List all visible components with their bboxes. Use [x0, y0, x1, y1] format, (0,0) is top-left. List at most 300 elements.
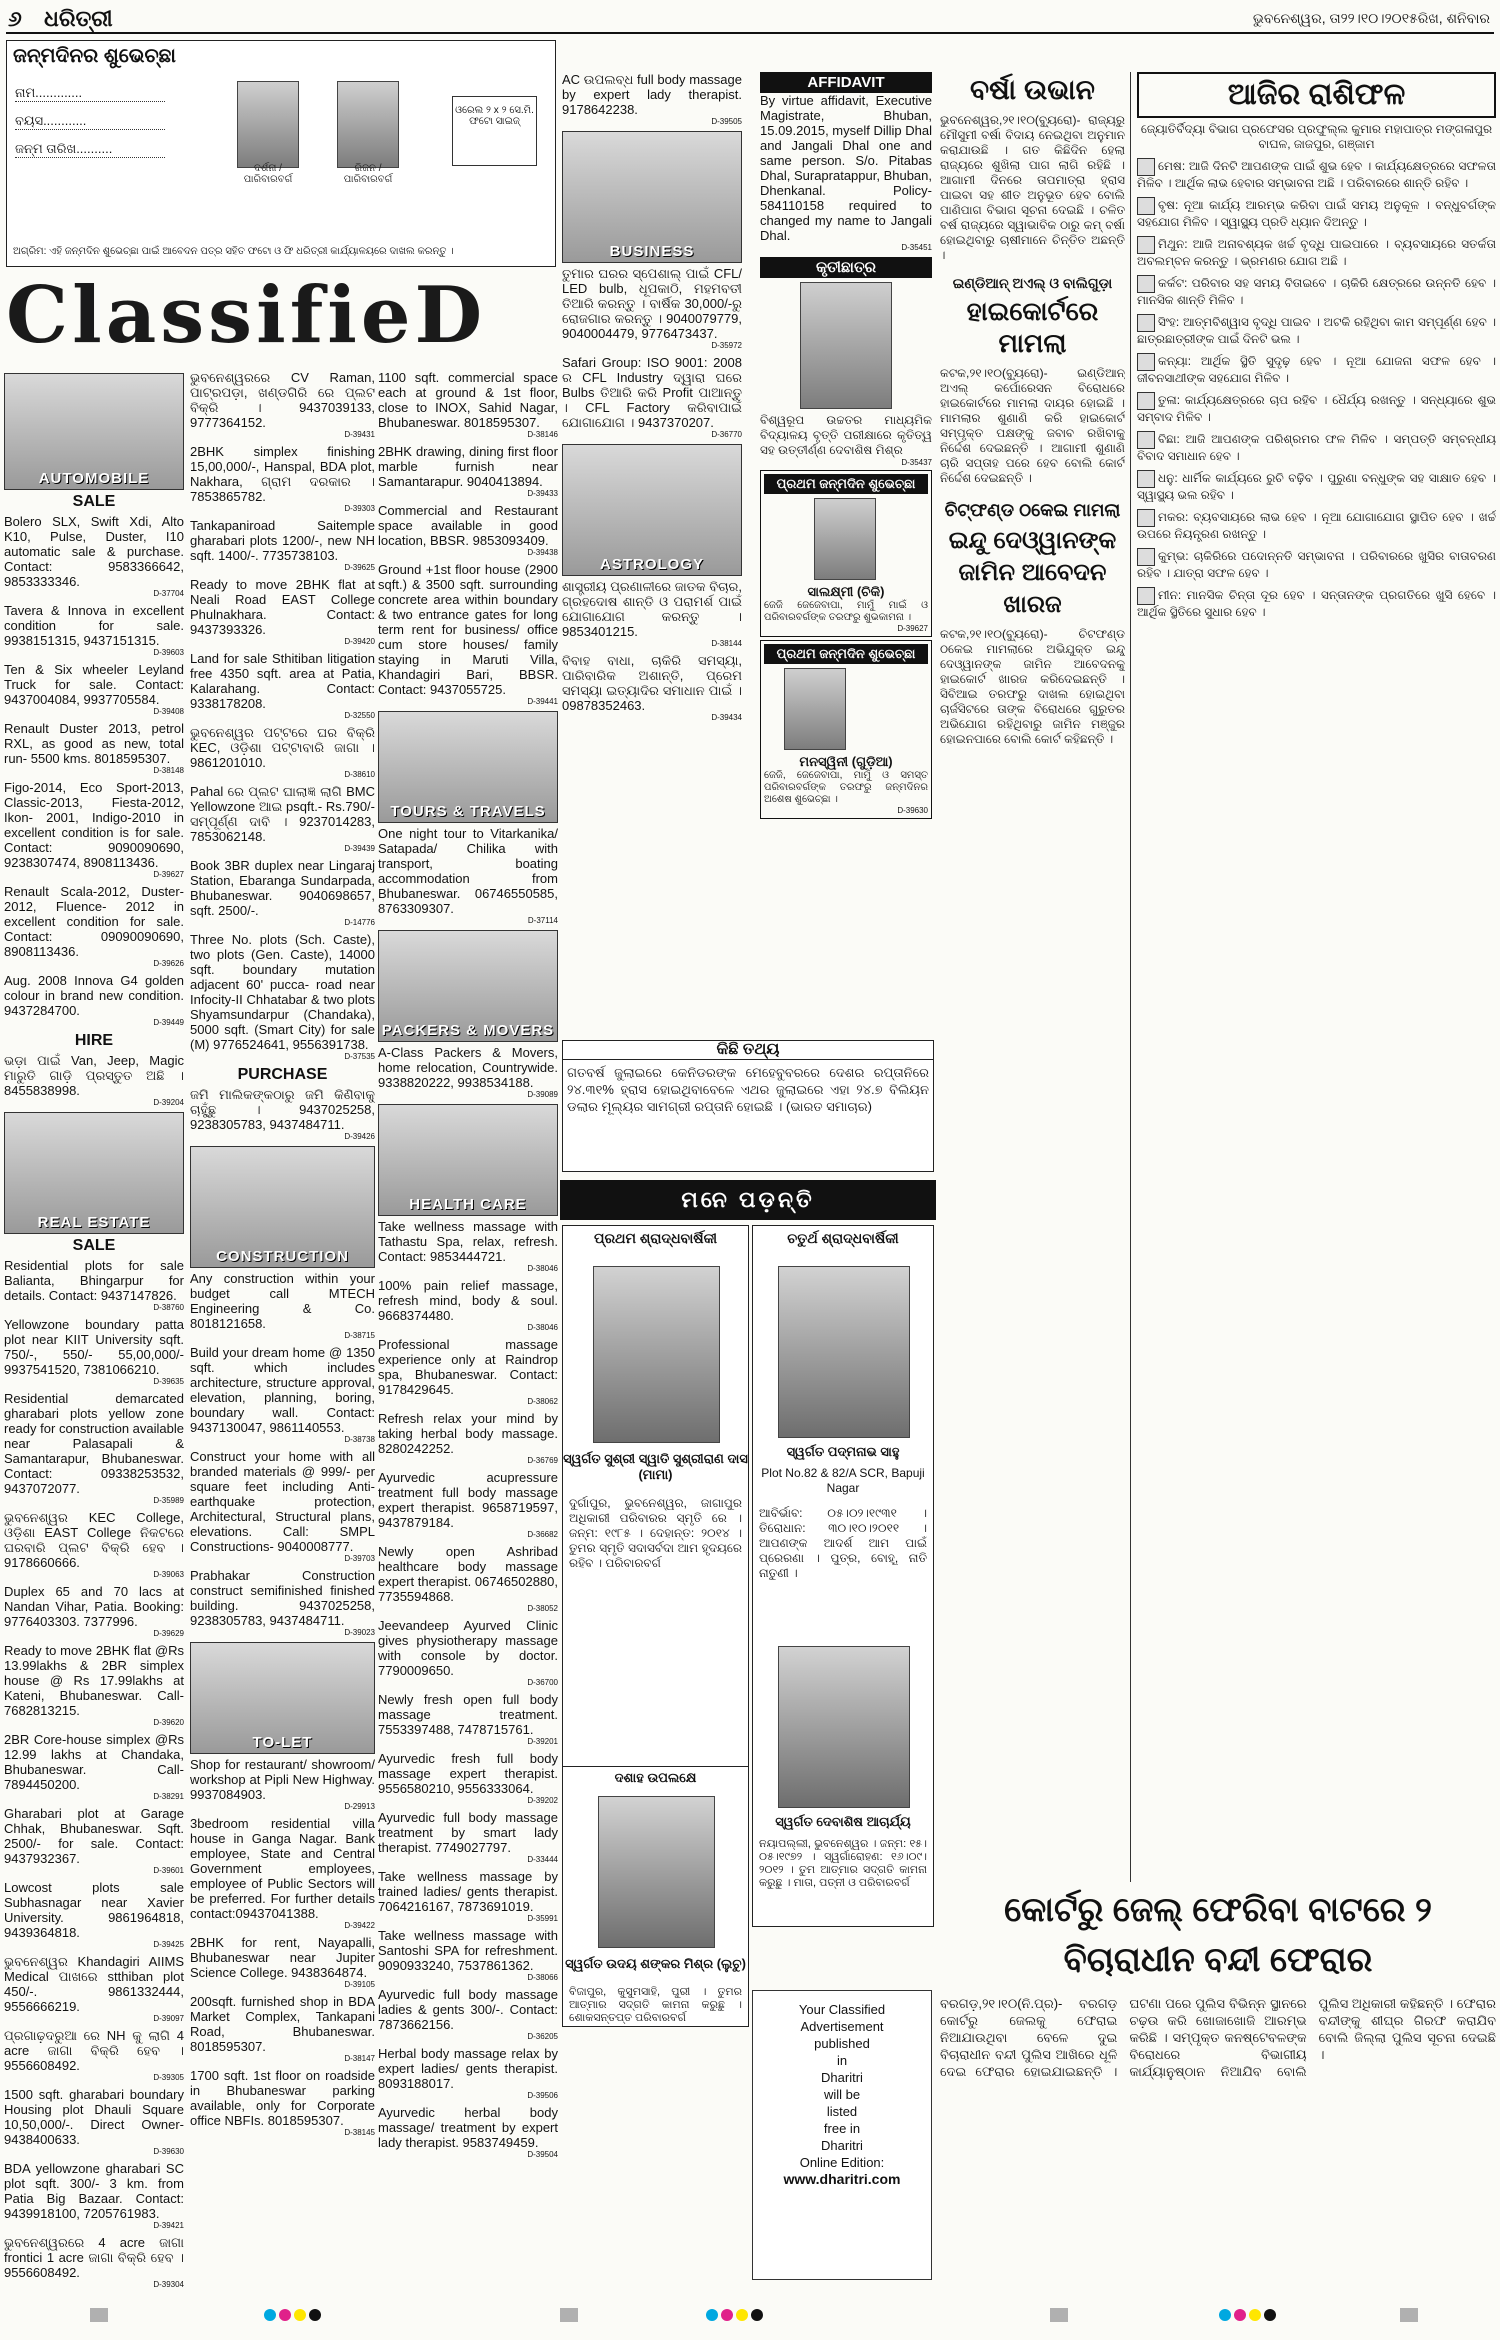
classified-ad — [4, 1806, 184, 1875]
magenta-dot — [721, 2309, 733, 2321]
ad-text: Any construction within your budget call MTECH Engineering & Co. 8018121658. — [190, 1271, 375, 1331]
magenta-dot — [279, 2309, 291, 2321]
memorial-photo — [598, 1796, 715, 1948]
ad-code: D-39421 — [153, 2221, 184, 2230]
ad-code: D-39449 — [153, 1018, 184, 1027]
classified-ad — [562, 653, 742, 722]
classified-ad — [4, 1954, 184, 2023]
ad-code: D-39630 — [153, 2147, 184, 2156]
news-story-2: କଟକ,୨୧।୧୦(ବ୍ୟୁରୋ)- ଇଣ୍ଡିଆନ୍ ଅଏଲ୍ କର୍ପୋରେସନ ବିରୋଧରେ ହାଇକୋର୍ଟରେ ମାମଲା ଦାୟର ହୋଇଛି । ମାମଲାର ଶୁଣାଣି କରି ହାଇକୋର୍ଟ ସମ୍ପୃକ୍ତ ପକ୍ଷଙ୍କୁ ଜବାବ ରଖିବାକୁ ନିର୍ଦ୍ଦେଶ ଦେଇଛନ୍ତି । ଆଗାମୀ ଶୁଣାଣି ଚାରି ସପ୍ତାହ ପରେ ହେବ ବୋଲି କୋର୍ଟ ନିର୍ଦ୍ଦେଶ ଦେଇଛନ୍ତି । — [940, 366, 1125, 485]
ad-code: D-39620 — [153, 1718, 184, 1727]
healthcare-label: HEALTH CARE — [409, 1196, 527, 1213]
ad-code: D-36770 — [711, 430, 742, 439]
classified-ad — [378, 1692, 558, 1746]
classified-ad — [378, 1470, 558, 1539]
rashifal-text: କର୍କଟ: ପରିବାର ସହ ସମୟ ବିତାଇବେ । ଚାକିରି କ୍ଷେତ୍ରରେ ଉନ୍ନତି ହେବ । ମାନସିକ ଶାନ୍ତି ମିଳିବ । — [1137, 276, 1496, 307]
tours-banner — [378, 711, 558, 823]
classified-ad — [378, 1928, 558, 1982]
automobile-banner — [4, 373, 184, 490]
ad-text: Pahal ରେ ପ୍ଲଟ ଘାଲାଜ୍ଞ ଲାଗି BMC Yellowzone ଆଇ psqft.- Rs.790/- ସମ୍ପୂର୍ଣ୍ଣ ଦାବି । 9237014283, 7853062148. — [190, 784, 375, 844]
ad-code: D-32550 — [344, 711, 375, 720]
classified-ad — [190, 725, 375, 779]
ad-text: Residential plots for sale Balianta, Bhingarpur for details. Contact: 9437147826. — [4, 1258, 184, 1303]
ad-code: D-39504 — [527, 2150, 558, 2159]
ad-text: Prabhakar Construction construct semifinished finished building. 9437025258, 9238305783, 9437484711. — [190, 1568, 375, 1628]
automobile-label: AUTOMOBILE — [38, 470, 150, 487]
ad-text: 2BR Core-house simplex @Rs 12.99 lakhs at Chandaka, Bhubaneswar. Call-7894450200. — [4, 1732, 184, 1792]
zodiac-icon — [1137, 158, 1155, 176]
zodiac-icon — [1137, 197, 1155, 215]
ad-text: ଭୁବନେଶ୍ୱର ପଟ୍ଟରେ ଘର ବିକ୍ରି KEC, ଓଡ଼ିଶା ପଟ୍ଟାବାରି ଜାଗା । 9861201010. — [190, 725, 375, 770]
ad-code: D-36205 — [527, 2032, 558, 2041]
ad-text: Book 3BR duplex near Lingaraj Station, Ebaranga Sundarpada, Bhubaneswar. 9040698657, sqft. 2500/-. — [190, 858, 375, 918]
ad-code: D-39431 — [344, 430, 375, 439]
page-number: ୬ — [8, 6, 22, 31]
rashifal-item — [1137, 470, 1496, 503]
classified-ad: One night tour to Vitarkanika/ Satapada/ Chilika with transport, boating accommodation from Bhubaneswar. 06746550585, 8763309307. D-37114 — [378, 826, 558, 925]
ad-text: Gharabari plot at Garage Chhak, Bhubaneswar. Sqft. 2500/- for sale. Contact: 9437932367. — [4, 1806, 184, 1866]
ad-code: D-38148 — [153, 766, 184, 775]
ad-text: Renault Duster 2013, petrol RXL, as good as new, total run- 5500 kms. 8018595307. — [4, 721, 184, 766]
memorial-photo — [778, 1266, 910, 1438]
ad-code: D-36700 — [527, 1678, 558, 1687]
ad-code: D-39097 — [153, 2014, 184, 2023]
ad-text: ଭୁବନେଶ୍ୱରରେ CV Raman, ପାଟ୍ରପଡ଼ା, ଖଣ୍ଡଗିରି ରେ ପ୍ଲଟ ବିକ୍ରି । 9437039133, 9777364152. — [190, 370, 375, 430]
black-dot — [1264, 2309, 1276, 2321]
print-registration-marks — [0, 2300, 1500, 2335]
ad-code: D-39627 — [897, 624, 928, 633]
ad-text: Tankapaniroad Saitemple gharabari plots 1200/-, new NH sqft. 1400/-. 7735738103. — [190, 518, 375, 563]
ad-code: D-39629 — [153, 1629, 184, 1638]
news-headline-2: ହାଇକୋର୍ଟରେ ମାମଲା — [966, 296, 1099, 358]
classified-title: ClassifieD — [6, 270, 487, 361]
web-line: published — [814, 2036, 870, 2051]
classified-ad — [190, 1568, 375, 1637]
zodiac-icon — [1137, 353, 1155, 371]
realestate-banner — [4, 1112, 184, 1234]
classified-ad — [190, 577, 375, 646]
ad-text: 2BHK for rent, Nayapalli, Bhubaneswar near Jupiter Science College. 9438364874. — [190, 1935, 375, 1980]
ad-code: D-39023 — [344, 1628, 375, 1637]
ad-text: ଭୁବନେଶ୍ୱରରେ 4 acre ଜାଗା frontici 1 acre ଜାଗା ବିକ୍ରି ହେବ । 9556608492. — [4, 2235, 184, 2280]
ad-code: D-39201 — [527, 1737, 558, 1746]
ad-code: D-38291 — [153, 1792, 184, 1801]
ad-code: D-39627 — [153, 870, 184, 879]
classified-ad — [4, 1584, 184, 1638]
classified-ad — [378, 1869, 558, 1923]
baby-name: ମନସ୍ୱିନୀ (ଗୁଡ଼ିଆ) — [799, 754, 893, 769]
ad-text: ତୁମାର ଘରର ସ୍ପେଶାଲ୍ ପାଇଁ CFL/ LED bulb, ଧୂପକାଠି, ମହମବତୀ ତିଆରି କରନ୍ତୁ । ବାର୍ଷିକ 30,000/-ରୁ ରୋଜଗାର କରନ୍ତୁ । 9040079779, 9040004479, 9776473437. — [562, 266, 742, 341]
rashifal-item — [1137, 197, 1496, 230]
ad-code: D-39408 — [153, 707, 184, 716]
classified-ad — [190, 1449, 375, 1563]
ad-text: Ready to move 2BHK flat @Rs 13.99lakhs & 2BR simplex house @ Rs 17.99lakhs at Kateni, Bhubaneswar. Call- 7682813215. — [4, 1643, 184, 1718]
column-realestate-construction — [190, 370, 375, 2290]
healthcare-ads — [378, 1219, 558, 2159]
astrology-ads — [562, 579, 742, 722]
tolet-banner — [190, 1642, 375, 1754]
zodiac-icon — [1137, 236, 1155, 254]
classified-ad — [378, 1810, 558, 1864]
classified-ad — [378, 1987, 558, 2041]
ad-code: D-36682 — [527, 1530, 558, 1539]
ad-text: ଶାସ୍ତ୍ରୀୟ ପ୍ରଣାଳୀରେ ଜାତକ ବିଚାର, ଗ୍ରହଦୋଷ ଶାନ୍ତି ଓ ପରାମର୍ଶ ପାଇଁ ଯୋଗାଯୋଗ କରନ୍ତୁ । 9853401215. — [562, 579, 742, 639]
ad-code: D-37535 — [344, 1052, 375, 1061]
classified-ad — [378, 2046, 558, 2100]
classified-ad — [4, 884, 184, 968]
classified-ad — [190, 1345, 375, 1444]
memorial-heading: ଚତୁର୍ଥ ଶ୍ରାଦ୍ଧବାର୍ଷିକୀ — [787, 1230, 899, 1246]
classified-ad — [562, 355, 742, 439]
ad-code: D-39635 — [153, 1377, 184, 1386]
ad-text: ଭୁବନେଶ୍ୱର Khandagiri AIIMS Medical ପାଖରେ stthiban plot 450/-. 9861332444, 9556666219. — [4, 1954, 184, 2014]
memorial-1 — [562, 1225, 749, 2027]
ad-text: 2BHK simplex finishing 15,00,000/-, Hanspal, BDA plot, Nakhara, ଗ୍ରାମ ଦରକାର । 7853865782. — [190, 444, 375, 504]
classified-ad — [4, 514, 184, 598]
ad-code: D-38066 — [527, 1973, 558, 1982]
ad-text: Take wellness massage with Tathastu Spa, relax, refresh. Contact: 9853444721. — [378, 1219, 558, 1264]
news-story-4: ବରଗଡ଼,୨୧।୧୦(ନି.ପ୍ର)- ବରଗଡ଼ କୋର୍ଟରୁ ଜେଲକୁ ଫେରାଇ ନିଆଯାଉଥିବା ବେଳେ ଦୁଇ ବିଚାରାଧୀନ ବନ୍ଦୀ ପୁଲିସ ଆଖିରେ ଧୂଳି ଦେଇ ଫେରାର ହୋଇଯାଇଛନ୍ତି । ଘଟଣା ପରେ ପୁଲିସ ବିଭିନ୍ନ ସ୍ଥାନରେ ଚଢ଼ଉ କରି ଖୋଜାଖୋଜି ଆରମ୍ଭ କରିଛି । ସମ୍ପୃକ୍ତ କନଷ୍ଟେବଳଙ୍କ ବିରୋଧରେ ବିଭାଗୀୟ କାର୍ଯ୍ୟାନୁଷ୍ଠାନ ନିଆଯିବ ବୋଲି ପୁଲିସ ଅଧିକାରୀ କହିଛନ୍ତି । ଫେରାର ବନ୍ଦୀଙ୍କୁ ଶୀଘ୍ର ଗିରଫ କରାଯିବ ବୋଲି ଜିଲ୍ଲା ପୁଲିସ ସୂଚନା ଦେଇଛି । — [940, 1996, 1496, 2079]
ad-code: D-38147 — [344, 2054, 375, 2063]
column-commercial-health — [378, 370, 558, 2290]
memorial-name: ସ୍ୱର୍ଗତ ଉଦୟ ଶଙ୍କର ମିଶ୍ର (ଲୁଚୁ) — [565, 1956, 746, 1971]
ad-code: D-33444 — [527, 1855, 558, 1864]
classified-ad — [4, 662, 184, 716]
ad-text: Newly open Ashribad healthcare body massage expert therapist. 06746502880, 7735594868. — [378, 1544, 558, 1604]
classified-ad — [378, 1411, 558, 1465]
ad-text: Ayurvedic full body massage treatment by smart lady therapist. 7749027797. — [378, 1810, 558, 1855]
photo-caption: ଦର୍ଶନା / ପାରିବାରବର୍ଗ — [243, 163, 293, 185]
ad-text: 100% pain relief massage, refresh mind, body & soul. 9668374480. — [378, 1278, 558, 1323]
packers-banner — [378, 930, 558, 1042]
classified-ad — [190, 932, 375, 1061]
classified-ad: AC ଉପଲବ୍ଧ full body massage by expert lady therapist. 9178642238. D-39505 — [562, 72, 742, 126]
classified-ad — [378, 503, 558, 557]
tolet-label: TO-LET — [252, 1734, 313, 1751]
classified-ad — [4, 2087, 184, 2156]
gray-swatch — [90, 2308, 108, 2322]
classified-ad — [4, 2235, 184, 2289]
ad-text: BDA yellowzone gharabari SC plot sqft. 300/- 3 km. from Patia Big Bazaar. Contact: 9439918100, 7205761983. — [4, 2161, 184, 2221]
ad-text: ପ୍ରଗାଢ଼ଦରୁଆ ରେ NH କୁ ଲାଗି 4 acre ଜାଗା ବିକ୍ରି ହେବ । 9556608492. — [4, 2028, 184, 2073]
rashifal-text: ମୀନ: ମାନସିକ ଚିନ୍ତା ଦୂର ହେବ । ସନ୍ତାନଙ୍କ ପ୍ରଗତିରେ ଖୁସି ହେବେ । ଆର୍ଥିକ ସ୍ଥିତିରେ ସୁଧାର ହେବ । — [1137, 588, 1496, 619]
birthday-ad-heading: ପ୍ରଥମ ଜନ୍ମଦିନ ଶୁଭେଚ୍ଛା — [764, 644, 928, 664]
form-field-dob: ଜନ୍ମ ତାରିଖ.......... — [15, 141, 165, 158]
classified-ad — [4, 2028, 184, 2082]
ad-text: 1100 sqft. commercial space each at ground & 1st floor, close to INOX, Sahid Nagar, Bhubaneswar. 8018595307. — [378, 370, 558, 430]
classified-ad — [378, 1751, 558, 1805]
section-sale-2: SALE — [72, 1237, 116, 1254]
ad-code: D-29913 — [344, 1802, 375, 1811]
rashifal-item — [1137, 353, 1496, 386]
ad-code: D-38144 — [711, 639, 742, 648]
ad-text: Ground +1st floor house (2900 sqft.) & 3500 sqft. surrounding concrete area within boundary & two entrance gates for long term rent for business/ office cum store houses/ family staying in Maruti Villa, Khandagiri Bari, BBSR. Contact: 9437055725. — [378, 562, 558, 697]
birthday-note: ଅଗ୍ରିମ: ଏହି ଜନ୍ମଦିନ ଶୁଭେଚ୍ଛା ପାଇଁ ଆବେଦନ ପତ୍ର ସହିତ ଫଟୋ ଓ ଫି ଧରିତ୍ରୀ କାର୍ଯ୍ୟାଳୟରେ ଦାଖଲ କରନ୍ତୁ । — [13, 246, 454, 257]
web-line: Advertisement — [800, 2019, 884, 2034]
classified-ad — [190, 1271, 375, 1340]
web-line: Online Edition: — [799, 2155, 885, 2170]
classified-ad — [190, 858, 375, 927]
ad-text: Aug. 2008 Innova G4 golden colour in brand new condition. 9437284700. — [4, 973, 184, 1018]
ad-text: 200sqft. furnished shop in BDA Market Complex, Tankapani Road, Bhubaneswar. 8018595307. — [190, 1994, 375, 2054]
kriti-text: ବିଶ୍ୱରୂପ ଉଚ୍ଚତର ମାଧ୍ୟମିକ ବିଦ୍ୟାଳୟ ବୃତ୍ତି ପରୀକ୍ଷାରେ କୃତିତ୍ୱ ସହ ଉତ୍ତୀର୍ଣ୍ଣ ଦେବାଶିଷ ମିଶ୍ର D-35437 — [760, 413, 932, 467]
web-line: listed — [826, 2104, 858, 2119]
zodiac-icon — [1137, 431, 1155, 449]
ad-code: D-38145 — [344, 2128, 375, 2137]
ad-text: Duplex 65 and 70 lacs at Nandan Vihar, Patia. Booking: 9776403303. 7377996. — [4, 1584, 184, 1629]
memorial-heading: ପ୍ରଥମ ଶ୍ରାଦ୍ଧବାର୍ଷିକୀ — [593, 1230, 718, 1246]
rashifal-text: ମକର: ବ୍ୟବସାୟରେ ଲାଭ ହେବ । ନୂଆ ଯୋଗାଯୋଗ ସ୍ଥାପିତ ହେବ । ଖର୍ଚ୍ଚ ଉପରେ ନିୟନ୍ତ୍ରଣ ରଖନ୍ତୁ । — [1137, 510, 1496, 541]
birthday-greeting-form — [6, 40, 556, 267]
ad-text: Commercial and Restaurant space available in good location, BBSR. 9853093409. — [378, 503, 558, 548]
memorial-text: ନୟାପଲ୍ଲୀ, ଭୁବନେଶ୍ୱର । ଜନ୍ମ: ୧୫।୦୫।୧୯୭୨ । ସ୍ୱର୍ଗାରୋହଣ: ୧୬।୦୯।୨୦୧୨ । ତୁମ ଆତ୍ମାର ସଦ୍ଗତି କାମନା କରୁଛୁ । ମାତା, ପତ୍ନୀ ଓ ପରିବାରବର୍ଗ — [759, 1838, 927, 1889]
rashifal-item — [1137, 275, 1496, 308]
rashifal-item — [1137, 236, 1496, 269]
gray-swatch — [1050, 2308, 1068, 2322]
rashifal-list — [1137, 158, 1496, 620]
ad-code: D-38046 — [527, 1323, 558, 1332]
classified-ad — [4, 1880, 184, 1949]
baby-photo — [784, 668, 846, 750]
classified-ad — [4, 603, 184, 657]
zodiac-icon — [1137, 470, 1155, 488]
website-url[interactable]: www.dharitri.com — [783, 2171, 901, 2187]
zodiac-icon — [1137, 509, 1155, 527]
affidavit-heading: AFFIDAVIT — [760, 72, 932, 93]
classified-ad — [4, 721, 184, 775]
birthday-ad-1 — [760, 470, 932, 637]
ad-code: D-39305 — [153, 2073, 184, 2082]
magenta-dot — [1234, 2309, 1246, 2321]
classified-ad — [4, 1732, 184, 1801]
classified-ad — [190, 518, 375, 572]
memorial-text: ଦୁର୍ଗାପୁର, ଭୁବନେଶ୍ୱର, ଜାଗାପୁର ଅଧିକାରୀ ପରିବାରର ସ୍ମୃତି ରେ । ଜନ୍ମ: ୧୯୮୫ । ଦେହାନ୍ତ: ୨୦୧୪ । ତୁମର ସ୍ମୃତି ସଦାସର୍ବଦା ଆମ ହୃଦୟରେ ରହିବ । ପରିବାରବର୍ଗ — [569, 1496, 742, 1570]
ad-text: ଭୁବନେଶ୍ୱର KEC College, ଓଡ଼ିଶା EAST College ନିକଟରେ ଘରବାରି ପ୍ଲଟ ବିକ୍ରି ହେବ । 9178660666. — [4, 1510, 184, 1570]
classified-ad — [190, 444, 375, 513]
web-line: Your Classified — [798, 2002, 886, 2017]
ad-code: D-38062 — [527, 1397, 558, 1406]
rashifal-text: ମିଥୁନ: ଆଜି ଅନାବଶ୍ୟକ ଖର୍ଚ୍ଚ ବୃଦ୍ଧି ପାଇପାରେ । ବ୍ୟବସାୟରେ ସତର୍କତା ଅବଲମ୍ବନ କରନ୍ତୁ । ଭ୍ରମଣର ଯୋଗ ଅଛି । — [1137, 237, 1496, 268]
cyan-dot — [706, 2309, 718, 2321]
zodiac-icon — [1137, 587, 1155, 605]
construction-banner — [190, 1146, 375, 1268]
classified-ad — [378, 1278, 558, 1332]
ad-text: ବିବାହ ବାଧା, ଚାକିରି ସମସ୍ୟା, ପାରିବାରିକ ଅଶାନ୍ତି, ପ୍ରେମ ସମସ୍ୟା ଇତ୍ୟାଦିର ସମାଧାନ ପାଇଁ । 09878352463. — [562, 653, 742, 713]
ad-code: D-38738 — [344, 1435, 375, 1444]
automobile-ads — [4, 514, 184, 1027]
form-field-name: ନାମ............. — [15, 85, 165, 102]
black-dot — [751, 2309, 763, 2321]
news-kicker-2: ଇଣ୍ଡିଆନ୍ ଅଏଲ୍ ଓ ବାଲିଗୁଡ଼ା — [952, 275, 1113, 291]
news-headline-3: ଇନ୍ଦୁ ଦେଓ୍ୱାନଙ୍କ ଜାମିନ ଆବେଦନ ଖାରଜ — [948, 527, 1117, 618]
yellow-dot — [1249, 2309, 1261, 2321]
photo-caption: ରିଜନ / ପାରିବାରବର୍ଗ — [343, 163, 393, 185]
ad-code: D-35989 — [153, 1496, 184, 1505]
web-line: will be — [823, 2087, 861, 2102]
ad-code: D-36769 — [527, 1456, 558, 1465]
construction-label: CONSTRUCTION — [216, 1248, 349, 1265]
ad-text: Take wellness massage with Santoshi SPA for refreshment. 9090933240, 7537861362. — [378, 1928, 558, 1973]
classified-ad — [4, 2161, 184, 2230]
ad-text: Shop for restaurant/ showroom/ workshop at Pipli New Highway. 9937084903. — [190, 1757, 375, 1802]
ad-text: Three No. plots (Sch. Caste), two plots (Gen. Caste), 14000 sqft. boundary mutation adjacent 60' pucca- road near Infocity-II Chhatabar & two plots Shyamsundarpur (Chandaka), 5000 sqft. (Smart City) for sale (M) 9776524641, 9556391738. — [190, 932, 375, 1052]
rashifal-text: ସିଂହ: ଆତ୍ମବିଶ୍ୱାସ ବୃଦ୍ଧି ପାଇବ । ଅଟକି ରହିଥିବା କାମ ସମ୍ପୂର୍ଣ୍ଣ ହେବ । ଛାତ୍ରଛାତ୍ରୀଙ୍କ ପାଇଁ ଦିନଟି ଭଲ । — [1137, 315, 1496, 346]
news-headline-4: କୋର୍ଟରୁ ଜେଲ୍ ଫେରିବା ବାଟରେ ୨ ବିଚାରାଧୀନ ବନ୍ଦୀ ଫେରାର — [1004, 1891, 1432, 1979]
classified-ad — [4, 1643, 184, 1727]
ad-text: Lowcost plots sale Subhasnagar near Xavier University. 9861964818, 9439364818. — [4, 1880, 184, 1940]
classified-ad — [4, 1317, 184, 1386]
classified-ad — [4, 1258, 184, 1312]
memorial-name: ସ୍ୱର୍ଗତ ପଦ୍ମନାଭ ସାହୁ — [786, 1444, 900, 1459]
zodiac-icon — [1137, 392, 1155, 410]
kichhi-tathya-text: ଗତବର୍ଷ ଜୁଲାଇରେ କେନିଡରଙ୍କ ମେହେବୁବରରେ ଦେଶର ରପ୍ତାନିରେ ୨୪.୩୧% ହ୍ରାସ ହୋଇଥିବାବେଳେ ଏଥର ଜୁଲାଇରେ ଏହା ୨୪.୭ ବିଲିୟନ ଡଲାର ମୂଲ୍ୟର ସାମଗ୍ରୀ ରପ୍ତାନି ହୋଇଛି । (ଭାରତ ସମାଚାର) — [567, 1065, 929, 1114]
memorial-text: ଆବିର୍ଭାବ: ୦୫।୦୨।୧୯୩୧ । ତିରୋଧାନ: ୩୦।୧୦।୨୦୧୧ । ଆପଣଙ୍କ ଆଦର୍ଶ ଆମ ପାଇଁ ପ୍ରେରଣା । ପୁତ୍ର, ବୋହୂ, ନାତି ନାତୁଣୀ । — [759, 1506, 927, 1580]
ad-text: Ready to move 2BHK flat at Neali Road EAST College Phulnakhara. Contact: 9437393326. — [190, 577, 375, 637]
rashifal-item — [1137, 392, 1496, 425]
section-sale: SALE — [72, 493, 116, 510]
ad-code: D-35972 — [711, 341, 742, 350]
memorial-name: ସ୍ୱର୍ଗତ ସୁଶ୍ରୀ ସ୍ୱାତି ସୁଶ୍ରୀରାଣ ଦାସ (ମାମା) — [563, 1451, 748, 1482]
news-kicker-3: ଚିଟ୍‌ଫଣ୍ଡ ଠକେଇ ମାମଲା — [944, 500, 1121, 520]
photo-boy — [337, 81, 399, 185]
gray-swatch — [1400, 2308, 1418, 2322]
zodiac-icon — [1137, 275, 1155, 293]
classified-ad — [562, 266, 742, 350]
ad-code: D-38052 — [527, 1604, 558, 1613]
realestate-ads-2 — [190, 370, 375, 1061]
ad-code: D-39304 — [153, 2280, 184, 2289]
ad-code: D-39422 — [344, 1921, 375, 1930]
rashifal-item — [1137, 548, 1496, 581]
section-purchase: PURCHASE — [237, 1066, 328, 1083]
baby-photo — [814, 498, 876, 580]
commercial-ads — [378, 370, 558, 706]
ad-text: Herbal body massage relax by expert ladies/ gents therapist. 8093188017. — [378, 2046, 558, 2091]
astrology-banner — [562, 444, 742, 576]
affidavit-text: By virtue affidavit, Executive Magistrate, Bhuban, 15.09.2015, myself Dillip Dhal and Jangali Dhal one and same person. S/o. Pitabas Dhal, Surapratappur, Bhuban, Dhenkanal. Policy-584110158 required to changed my name to Jangali Dhal. D-35451 — [760, 93, 932, 252]
birthday-ad-heading: ପ୍ରଥମ ଜନ୍ମଦିନ ଶୁଭେଚ୍ଛା — [764, 474, 928, 494]
registration-bar — [0, 2300, 1500, 2335]
gray-swatch — [560, 2308, 578, 2322]
classified-ad: A-Class Packers & Movers, home relocation, Countrywide. 9338820222, 9938534188. D-39089 — [378, 1045, 558, 1099]
memorial-2 — [752, 1225, 934, 1927]
ad-code: D-14776 — [344, 918, 375, 927]
ad-text: Land for sale Sthitiban litigation free 4350 sqft. area at Patia, Kalarahang. Contact: 9338178208. — [190, 651, 375, 711]
realestate-label: REAL ESTATE — [37, 1214, 151, 1231]
classified-ad — [378, 1618, 558, 1687]
birthday-title: ଜନ୍ମଦିନର ଶୁଭେଚ୍ଛା — [13, 45, 176, 67]
memorial-name: ସ୍ୱର୍ଗତ ଦେବାଶିଷ ଆଚାର୍ଯ୍ୟ — [775, 1814, 911, 1829]
ad-code: D-38146 — [527, 430, 558, 439]
realestate-ads — [4, 1258, 184, 2289]
ad-code: D-37704 — [153, 589, 184, 598]
rashifal-item — [1137, 314, 1496, 347]
rashifal-item — [1137, 587, 1496, 620]
classified-ad — [190, 784, 375, 853]
construction-ads — [190, 1271, 375, 1637]
birthday-ad-2 — [760, 640, 932, 819]
ad-text: Figo-2014, Eco Sport-2013, Classic-2013, Fiesta-2012, Ikon- 2001, Indigo-2010 in excellent condition is for sale. Contact: 9090090690, 9238307474, 8908113436. — [4, 780, 184, 870]
memorial-address: Plot No.82 & 82/A SCR, Bapuji Nagar — [761, 1466, 925, 1495]
ad-text: Ayurvedic fresh full body massage expert therapist. 9556580210, 9556333064. — [378, 1751, 558, 1796]
ad-text: Refresh relax your mind by taking herbal body massage. 8280242252. — [378, 1411, 558, 1456]
rashifal-text: ମେଷ: ଆଜି ଦିନଟି ଆପଣଙ୍କ ପାଇଁ ଶୁଭ ହେବ । କାର୍ଯ୍ୟକ୍ଷେତ୍ରରେ ସଫଳତା ମିଳିବ । ଆର୍ଥିକ ଲାଭ ହେବାର ସମ୍ଭାବନା ଅଛି । ପରିବାରରେ ଶାନ୍ତି ରହିବ । — [1137, 159, 1496, 190]
mane-padanti-band: ମନେ ପଡ଼ନ୍ତି — [560, 1180, 936, 1220]
business-banner — [562, 131, 742, 263]
column-rashifal — [1130, 72, 1496, 1882]
ad-text: 1500 sqft. gharabari boundary Housing plot Dhauli Square 10,50,000/-. Direct Owner- 9438400633. — [4, 2087, 184, 2147]
yellow-dot — [736, 2309, 748, 2321]
ad-text: Build your dream home @ 1350 sqft. which includes architecture, structure approval, elevation, planning, boring, boundary wall. Contact: 9437130047, 9861140553. — [190, 1345, 375, 1435]
web-line: Dharitri — [821, 2138, 863, 2153]
ad-text: 1700 sqft. 1st floor on roadside in Bhubaneswar parking available, only for Corporate office NBFIs. 8018595307. — [190, 2068, 375, 2128]
dashaha-heading: ଦଶାହ ଉପଲକ୍ଷେ — [563, 1766, 748, 1786]
news-headline-1: ବର୍ଷା ଉଭାନ — [970, 74, 1095, 105]
classified-ad — [190, 2068, 375, 2137]
ad-code: D-39439 — [344, 844, 375, 853]
classified-ad — [190, 1816, 375, 1930]
ad-code: D-39626 — [153, 959, 184, 968]
column-business-astrology — [562, 72, 742, 1082]
issue-date: ଭୁବନେଶ୍ୱର, ତା୨୨।୧୦।୨୦୧୫ରିଖ, ଶନିବାର — [1252, 10, 1490, 26]
section-hire: HIRE — [74, 1032, 114, 1049]
web-line: in — [836, 2053, 848, 2068]
classified-ad — [378, 1219, 558, 1273]
ad-text: Newly fresh open full body massage treatment. 7553397488, 7478715761. — [378, 1692, 558, 1737]
rashifal-text: କନ୍ୟା: ଆର୍ଥିକ ସ୍ଥିତି ସୁଦୃଢ଼ ହେବ । ନୂଆ ଯୋଜନା ସଫଳ ହେବ । ଜୀବନସାଥୀଙ୍କ ସହଯୋଗ ମିଳିବ । — [1137, 354, 1496, 385]
ad-text: 3bedroom residential villa house in Ganga Nagar. Bank employee, State and Central Government employees, employee of Public Sectors will be preferred. For further details contact:09437041388. — [190, 1816, 375, 1921]
form-field-age: ବୟସ............ — [15, 113, 165, 130]
classified-ad: ଭଡ଼ା ପାଇଁ Van, Jeep, Magic ମାରୁତି ଗାଡ଼ି ପ୍ରସ୍ତୁତ ଅଛି । 8455838998. D-39204 — [4, 1053, 184, 1107]
ad-text: Bolero SLX, Swift Xdi, Alto K10, Pulse, Duster, I10 automatic sale & purchase. Contact: 9583366642, 9853333346. — [4, 514, 184, 589]
ad-code: D-39630 — [897, 806, 928, 815]
student-photo — [800, 282, 892, 409]
birthday-ad-text: ଜେଜି, ଜେଜେବାପା, ମାମୁଁ ଓ ସମସ୍ତ ପରିବାରବର୍ଗଙ୍କ ତରଫରୁ ଜନ୍ମଦିନର ଅଶେଷ ଶୁଭେଚ୍ଛା । — [764, 770, 928, 805]
column-news — [940, 72, 1125, 1862]
ad-code: D-39425 — [153, 1940, 184, 1949]
ad-text: Construct your home with all branded materials @ 999/- per square feet including Anti-earthquake protection, Architectural, Structural plans, elevations. Call: SMPL Constructions- 9040008777. — [190, 1449, 375, 1554]
memorial-photo — [593, 1266, 720, 1443]
classified-ad — [378, 1337, 558, 1406]
kritiraj-heading: କୃତୀଛାତ୍ର — [760, 257, 932, 278]
ad-code: D-38610 — [344, 770, 375, 779]
healthcare-banner — [378, 1104, 558, 1216]
ad-code: D-39601 — [153, 1866, 184, 1875]
rashifal-text: ତୁଳା: କାର୍ଯ୍ୟକ୍ଷେତ୍ରରେ ଚାପ ରହିବ । ଧୈର୍ଯ୍ୟ ରଖନ୍ତୁ । ସନ୍ଧ୍ୟାରେ ଶୁଭ ସମ୍ବାଦ ମିଳିବ । — [1137, 393, 1496, 424]
rashifal-heading: ଆଜିର ରାଶିଫଳ — [1137, 72, 1496, 118]
photo-girl — [237, 81, 299, 185]
ad-code: D-39625 — [344, 563, 375, 572]
cyan-dot — [1219, 2309, 1231, 2321]
rashifal-item — [1137, 158, 1496, 191]
web-line: Dharitri — [821, 2070, 863, 2085]
memorial-text: ବିଜାପୁର, କୁସୁମସାହି, ପୁରୀ । ତୁମର ଆତ୍ମାର ସଦ୍ଗତି କାମନା କରୁଛୁ । ଶୋକସନ୍ତପ୍ତ ପରିବାରବର୍ଗ — [569, 1986, 742, 2024]
ad-code: D-39438 — [527, 548, 558, 557]
memorial-photo — [778, 1646, 910, 1808]
paper-name: ଧରିତ୍ରୀ — [44, 6, 113, 31]
business-label: BUSINESS — [609, 243, 695, 260]
rashifal-text: ବିଛା: ଆଜି ଆପଣଙ୍କ ପରିଶ୍ରମର ଫଳ ମିଳିବ । ସମ୍ପତ୍ତି ସମ୍ବନ୍ଧୀୟ ବିବାଦ ସମାଧାନ ହେବ । — [1137, 432, 1496, 463]
news-story-3: କଟକ,୨୧।୧୦(ବ୍ୟୁରୋ)- ଚିଟଫଣ୍ଡ ଠକେଇ ମାମଲାରେ ଅଭିଯୁକ୍ତ ଇନ୍ଦୁ ଦେଓ୍ୱାନଙ୍କ ଜାମିନ ଆବେଦନକୁ ହାଇକୋର୍ଟ ଖାରଜ କରିଦେଇଛନ୍ତି । ସିବିଆଇ ତରଫରୁ ଦାଖଲ ହୋଇଥିବା ଚାର୍ଜସିଟରେ ତାଙ୍କ ବିରୋଧରେ ଗୁରୁତର ଅଭିଯୋଗ ରହିଥିବାରୁ ଜାମିନ ମଞ୍ଜୁର ହୋଇନପାରେ ବୋଲି କୋର୍ଟ କହିଛନ୍ତି । — [940, 627, 1125, 746]
zodiac-icon — [1137, 548, 1155, 566]
ad-code: D-38760 — [153, 1303, 184, 1312]
classified-ad — [190, 1757, 375, 1811]
rashifal-item — [1137, 431, 1496, 464]
ad-code: D-39441 — [527, 697, 558, 706]
ad-text: Ayurvedic full body massage ladies & gents 300/-. Contact: 7873662156. — [378, 1987, 558, 2032]
ad-text: Residential demarcated gharabari plots yellow zone ready for construction available near Palasapali & Samantarapur, Bhubaneswar. Contact: 09338253532, 9437072077. — [4, 1391, 184, 1496]
kichhi-tathya-heading: କିଛି ତଥ୍ୟ — [563, 1041, 933, 1060]
